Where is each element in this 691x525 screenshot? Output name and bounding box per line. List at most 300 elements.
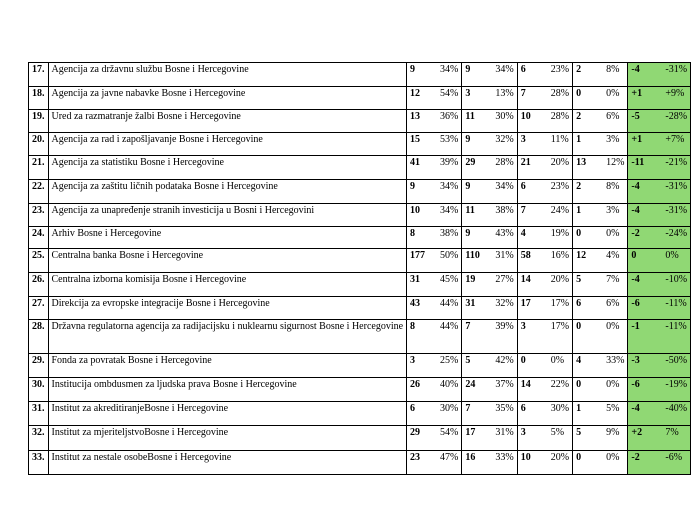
value-cell	[407, 63, 462, 87]
value-cell	[573, 320, 628, 354]
value-cell	[462, 227, 517, 249]
percent-value: 28%	[495, 157, 514, 168]
count-value: 7	[520, 88, 526, 99]
value-cell	[407, 354, 462, 378]
change-cell	[628, 378, 691, 402]
row-number: 31.	[29, 402, 49, 426]
value-cell	[462, 110, 517, 133]
count-value: 0	[576, 88, 582, 99]
row-number: 29.	[29, 354, 49, 378]
percent-value: 5%	[550, 427, 565, 438]
count-value: 21	[520, 157, 531, 168]
percent-value: 37%	[495, 379, 514, 390]
percent-value: 32%	[495, 298, 514, 309]
change-cell	[628, 354, 691, 378]
percent-value: -21%	[665, 157, 688, 168]
count-value: 6	[520, 403, 526, 414]
count-value: 7	[465, 321, 471, 332]
percent-value: 17%	[550, 298, 570, 309]
value-cell	[407, 451, 462, 475]
value-cell	[407, 227, 462, 249]
count-value: 12	[410, 88, 421, 99]
value-cell	[462, 180, 517, 204]
count-value: 2	[576, 111, 582, 122]
institution-name: Državna regulatorna agencija za radijacijsku i nuklearnu sigurnost Bosne i Hercegovine	[48, 320, 407, 354]
percent-value: 0%	[550, 355, 565, 366]
percent-value: 5%	[606, 403, 620, 414]
percent-value: 0%	[606, 379, 620, 390]
value-cell	[462, 320, 517, 354]
row-number: 24.	[29, 227, 49, 249]
value-cell	[407, 87, 462, 110]
percent-value: 35%	[495, 403, 514, 414]
institution-name: Agencija za statistiku Bosne i Hercegovine	[48, 156, 407, 180]
value-cell	[517, 204, 572, 227]
count-value: 1	[576, 403, 582, 414]
value-cell	[573, 451, 628, 475]
value-cell	[407, 249, 462, 273]
count-value: 14	[520, 379, 531, 390]
percent-value: 6%	[606, 298, 620, 309]
percent-value: 31%	[495, 427, 514, 438]
percent-value: 20%	[550, 452, 570, 463]
percent-value: +7%	[665, 134, 685, 145]
value-cell	[517, 402, 572, 426]
value-cell	[573, 426, 628, 451]
percent-value: 0%	[606, 88, 620, 99]
value-cell	[517, 297, 572, 320]
institution-name: Fonda za povratak Bosne i Hercegovine	[48, 354, 407, 378]
value-cell	[462, 204, 517, 227]
count-value: 8	[410, 228, 416, 239]
count-value: 3	[520, 134, 526, 145]
count-value: 7	[465, 403, 471, 414]
count-value: 9	[410, 64, 416, 75]
value-cell	[517, 249, 572, 273]
value-cell	[407, 273, 462, 297]
count-value: 11	[465, 111, 475, 122]
institution-name: Centralna banka Bosne i Hercegovine	[48, 249, 407, 273]
count-value: 7	[520, 205, 526, 216]
percent-value: -10%	[665, 274, 688, 285]
institution-name: Agencija za javne nabavke Bosne i Hercegovine	[48, 87, 407, 110]
count-value: 5	[576, 427, 582, 438]
value-cell	[573, 63, 628, 87]
percent-value: 34%	[495, 64, 514, 75]
percent-value: 20%	[550, 157, 570, 168]
percent-value: 9%	[606, 427, 620, 438]
count-value: 11	[465, 205, 475, 216]
value-cell	[517, 426, 572, 451]
percent-value: 17%	[550, 321, 570, 332]
table-row	[29, 204, 691, 227]
count-value: -6	[631, 298, 640, 309]
count-value: 14	[520, 274, 531, 285]
change-cell	[628, 63, 691, 87]
count-value: 0	[631, 250, 637, 261]
table-row	[29, 110, 691, 133]
row-number: 18.	[29, 87, 49, 110]
percent-value: 31%	[495, 250, 514, 261]
institution-name: Institut za mjeriteljstvoBosne i Hercegovine	[48, 426, 407, 451]
percent-value: 19%	[550, 228, 570, 239]
percent-value: 3%	[606, 205, 620, 216]
value-cell	[407, 378, 462, 402]
count-value: 6	[576, 298, 582, 309]
percent-value: 33%	[606, 355, 625, 366]
count-value: 9	[410, 181, 416, 192]
table-row	[29, 87, 691, 110]
institution-name: Agencija za rad i zapošljavanje Bosne i Hercegovine	[48, 133, 407, 156]
data-table	[28, 62, 691, 475]
change-cell	[628, 426, 691, 451]
change-cell	[628, 273, 691, 297]
value-cell	[517, 378, 572, 402]
percent-value: 30%	[440, 403, 459, 414]
percent-value: -28%	[665, 111, 688, 122]
percent-value: -19%	[665, 379, 688, 390]
percent-value: 53%	[440, 134, 459, 145]
value-cell	[407, 156, 462, 180]
value-cell	[573, 87, 628, 110]
count-value: 2	[576, 64, 582, 75]
institution-name: Ured za razmatranje žalbi Bosne i Hercegovine	[48, 110, 407, 133]
table-row	[29, 249, 691, 273]
count-value: 26	[410, 379, 421, 390]
percent-value: +9%	[665, 88, 685, 99]
institution-name: Centralna izborna komisija Bosne i Hercegovine	[48, 273, 407, 297]
percent-value: 38%	[495, 205, 514, 216]
percent-value: 34%	[440, 64, 459, 75]
count-value: 24	[465, 379, 476, 390]
count-value: 0	[576, 379, 582, 390]
table-row	[29, 156, 691, 180]
count-value: -4	[631, 181, 640, 192]
value-cell	[462, 451, 517, 475]
count-value: 9	[465, 181, 471, 192]
value-cell	[462, 426, 517, 451]
row-number: 19.	[29, 110, 49, 133]
change-cell	[628, 402, 691, 426]
percent-value: 8%	[606, 181, 620, 192]
value-cell	[407, 110, 462, 133]
percent-value: 11%	[550, 134, 569, 145]
value-cell	[573, 180, 628, 204]
percent-value: 44%	[440, 298, 459, 309]
value-cell	[407, 204, 462, 227]
count-value: 13	[410, 111, 421, 122]
percent-value: 13%	[495, 88, 514, 99]
table-row	[29, 320, 691, 354]
change-cell	[628, 227, 691, 249]
row-number: 30.	[29, 378, 49, 402]
percent-value: 36%	[440, 111, 459, 122]
count-value: 17	[465, 427, 476, 438]
value-cell	[573, 297, 628, 320]
percent-value: 7%	[606, 274, 620, 285]
percent-value: 0%	[606, 452, 620, 463]
count-value: 19	[465, 274, 476, 285]
percent-value: 3%	[606, 134, 620, 145]
value-cell	[517, 87, 572, 110]
percent-value: 38%	[440, 228, 459, 239]
value-cell	[462, 273, 517, 297]
count-value: 0	[576, 452, 582, 463]
value-cell	[462, 87, 517, 110]
percent-value: -40%	[665, 403, 688, 414]
percent-value: 28%	[550, 111, 570, 122]
institution-name: Institut za akreditiranjeBosne i Hercegovine	[48, 402, 407, 426]
value-cell	[573, 402, 628, 426]
count-value: 0	[576, 228, 582, 239]
value-cell	[462, 249, 517, 273]
count-value: 9	[465, 134, 471, 145]
percent-value: -31%	[665, 205, 688, 216]
change-cell	[628, 133, 691, 156]
percent-value: 33%	[495, 452, 514, 463]
count-value: 0	[576, 321, 582, 332]
value-cell	[462, 378, 517, 402]
row-number: 25.	[29, 249, 49, 273]
table-row	[29, 63, 691, 87]
table-row	[29, 354, 691, 378]
value-cell	[462, 297, 517, 320]
value-cell	[573, 354, 628, 378]
count-value: -3	[631, 355, 640, 366]
institution-name: Direkcija za evropske integracije Bosne i Hercegovine	[48, 297, 407, 320]
percent-value: 23%	[550, 64, 570, 75]
value-cell	[517, 133, 572, 156]
change-cell	[628, 180, 691, 204]
count-value: 31	[465, 298, 476, 309]
percent-value: -31%	[665, 181, 688, 192]
table-body	[29, 63, 691, 475]
value-cell	[462, 402, 517, 426]
percent-value: -6%	[665, 452, 683, 463]
percent-value: 54%	[440, 88, 459, 99]
percent-value: 44%	[440, 321, 459, 332]
percent-value: 25%	[440, 355, 459, 366]
count-value: 43	[410, 298, 421, 309]
percent-value: 6%	[606, 111, 620, 122]
count-value: 41	[410, 157, 421, 168]
row-number: 33.	[29, 451, 49, 475]
percent-value: -11%	[665, 298, 687, 309]
institution-name: Institut za nestale osobeBosne i Hercegovine	[48, 451, 407, 475]
count-value: 4	[520, 228, 526, 239]
row-number: 20.	[29, 133, 49, 156]
table-row	[29, 378, 691, 402]
change-cell	[628, 297, 691, 320]
count-value: -2	[631, 228, 640, 239]
percent-value: 7%	[665, 427, 679, 438]
count-value: 29	[465, 157, 476, 168]
percent-value: 42%	[495, 355, 514, 366]
table-row	[29, 451, 691, 475]
count-value: 58	[520, 250, 531, 261]
percent-value: -31%	[665, 64, 688, 75]
count-value: 3	[410, 355, 416, 366]
count-value: -4	[631, 205, 640, 216]
value-cell	[573, 249, 628, 273]
row-number: 28.	[29, 320, 49, 354]
count-value: 0	[520, 355, 526, 366]
value-cell	[517, 273, 572, 297]
count-value: 3	[520, 321, 526, 332]
percent-value: 28%	[550, 88, 570, 99]
count-value: 6	[520, 181, 526, 192]
percent-value: 8%	[606, 64, 620, 75]
value-cell	[573, 378, 628, 402]
value-cell	[462, 156, 517, 180]
table-row	[29, 273, 691, 297]
row-number: 17.	[29, 63, 49, 87]
count-value: 1	[576, 205, 582, 216]
count-value: 5	[576, 274, 582, 285]
change-cell	[628, 110, 691, 133]
row-number: 27.	[29, 297, 49, 320]
count-value: 23	[410, 452, 421, 463]
row-number: 26.	[29, 273, 49, 297]
change-cell	[628, 249, 691, 273]
value-cell	[573, 133, 628, 156]
value-cell	[407, 402, 462, 426]
percent-value: 54%	[440, 427, 459, 438]
change-cell	[628, 156, 691, 180]
value-cell	[573, 204, 628, 227]
table-row	[29, 227, 691, 249]
percent-value: 34%	[495, 181, 514, 192]
row-number: 22.	[29, 180, 49, 204]
count-value: 6	[520, 64, 526, 75]
institution-name: Agencija za unapređenje stranih investicija u Bosni i Hercegovini	[48, 204, 407, 227]
count-value: 2	[576, 181, 582, 192]
row-number: 21.	[29, 156, 49, 180]
value-cell	[407, 320, 462, 354]
count-value: 10	[520, 452, 531, 463]
value-cell	[517, 110, 572, 133]
institution-name: Arhiv Bosne i Hercegovine	[48, 227, 407, 249]
value-cell	[573, 110, 628, 133]
percent-value: 47%	[440, 452, 459, 463]
percent-value: 0%	[665, 250, 679, 261]
percent-value: 32%	[495, 134, 514, 145]
value-cell	[407, 133, 462, 156]
count-value: 3	[520, 427, 526, 438]
percent-value: 4%	[606, 250, 620, 261]
count-value: 177	[410, 250, 426, 261]
value-cell	[462, 354, 517, 378]
value-cell	[407, 426, 462, 451]
table-row	[29, 297, 691, 320]
percent-value: 12%	[606, 157, 625, 168]
change-cell	[628, 320, 691, 354]
table-row	[29, 426, 691, 451]
count-value: 3	[465, 88, 471, 99]
count-value: -4	[631, 403, 640, 414]
count-value: 110	[465, 250, 480, 261]
count-value: 5	[465, 355, 471, 366]
count-value: -1	[631, 321, 640, 332]
count-value: +1	[631, 134, 643, 145]
count-value: 10	[410, 205, 421, 216]
count-value: 13	[576, 157, 587, 168]
count-value: 1	[576, 134, 582, 145]
percent-value: 40%	[440, 379, 459, 390]
percent-value: 30%	[550, 403, 570, 414]
change-cell	[628, 451, 691, 475]
value-cell	[517, 63, 572, 87]
percent-value: -24%	[665, 228, 688, 239]
count-value: -4	[631, 274, 640, 285]
percent-value: 34%	[440, 181, 459, 192]
percent-value: 22%	[550, 379, 570, 390]
percent-value: 39%	[495, 321, 514, 332]
percent-value: 24%	[550, 205, 570, 216]
percent-value: 20%	[550, 274, 570, 285]
count-value: 9	[465, 64, 471, 75]
count-value: 29	[410, 427, 421, 438]
percent-value: 16%	[550, 250, 570, 261]
percent-value: 0%	[606, 321, 620, 332]
institution-name: Agencija za zaštitu ličnih podataka Bosne i Hercegovine	[48, 180, 407, 204]
value-cell	[462, 63, 517, 87]
table-row	[29, 402, 691, 426]
value-cell	[462, 133, 517, 156]
count-value: -2	[631, 452, 640, 463]
count-value: 10	[520, 111, 531, 122]
count-value: 6	[410, 403, 416, 414]
percent-value: 30%	[495, 111, 514, 122]
count-value: -4	[631, 64, 640, 75]
count-value: 31	[410, 274, 421, 285]
value-cell	[517, 227, 572, 249]
count-value: +1	[631, 88, 643, 99]
value-cell	[517, 354, 572, 378]
count-value: 15	[410, 134, 421, 145]
count-value: 12	[576, 250, 587, 261]
change-cell	[628, 204, 691, 227]
row-number: 32.	[29, 426, 49, 451]
percent-value: 34%	[440, 205, 459, 216]
table-row	[29, 180, 691, 204]
percent-value: 27%	[495, 274, 514, 285]
percent-value: -11%	[665, 321, 687, 332]
value-cell	[407, 180, 462, 204]
value-cell	[517, 156, 572, 180]
percent-value: -50%	[665, 355, 688, 366]
percent-value: 50%	[440, 250, 459, 261]
count-value: +2	[631, 427, 643, 438]
count-value: -5	[631, 111, 640, 122]
value-cell	[573, 227, 628, 249]
value-cell	[517, 320, 572, 354]
value-cell	[573, 156, 628, 180]
institution-name: Institucija ombdusmen za ljudska prava Bosne i Hercegovine	[48, 378, 407, 402]
count-value: 9	[465, 228, 471, 239]
value-cell	[517, 451, 572, 475]
value-cell	[517, 180, 572, 204]
count-value: 16	[465, 452, 476, 463]
percent-value: 45%	[440, 274, 459, 285]
row-number: 23.	[29, 204, 49, 227]
count-value: 4	[576, 355, 582, 366]
table-row	[29, 133, 691, 156]
institution-name: Agencija za državnu službu Bosne i Hercegovine	[48, 63, 407, 87]
percent-value: 39%	[440, 157, 459, 168]
percent-value: 23%	[550, 181, 570, 192]
count-value: 17	[520, 298, 531, 309]
